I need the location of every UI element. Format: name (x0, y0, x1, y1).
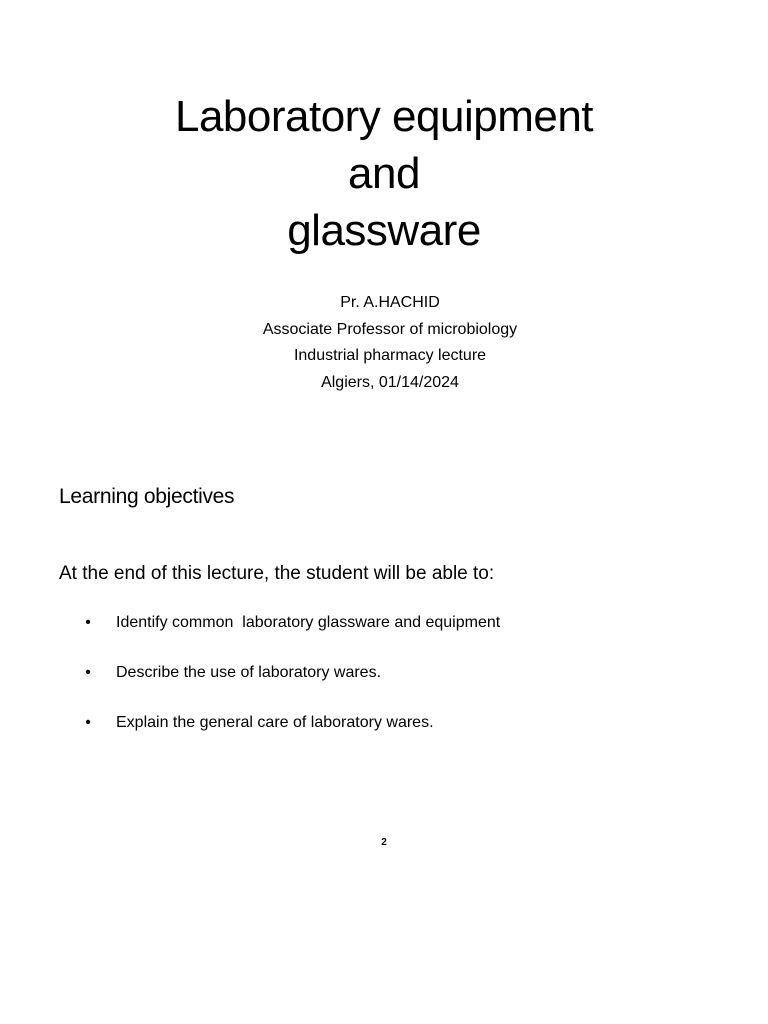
section-heading: Learning objectives (59, 485, 235, 508)
author-position: Associate Professor of microbiology (262, 320, 518, 338)
title-line: Laboratory equipment (174, 92, 594, 141)
title-line: glassware (287, 206, 481, 255)
author-block (0, 290, 768, 396)
list-item (0, 610, 768, 660)
bullet-icon: • (85, 664, 91, 681)
bullet-icon: • (85, 614, 91, 631)
list-item (0, 710, 768, 760)
title-line: and (348, 149, 420, 198)
course-name: Industrial pharmacy lecture (293, 347, 487, 364)
document-title (0, 88, 768, 259)
objective-text: Identify common laboratory glassware and equipment (116, 614, 501, 631)
objective-text: Explain the general care of laboratory wares. (116, 714, 434, 731)
objectives-list (0, 610, 768, 760)
place-date: Algiers, 01/14/2024 (321, 373, 459, 391)
page-number: 2 (381, 837, 387, 848)
list-item (0, 660, 768, 710)
objective-text: Describe the use of laboratory wares. (116, 664, 382, 681)
bullet-icon: • (85, 714, 91, 731)
author-name: Pr. A.HACHID (340, 294, 440, 311)
objectives-intro: At the end of this lecture, the student will be able to: (59, 563, 495, 584)
